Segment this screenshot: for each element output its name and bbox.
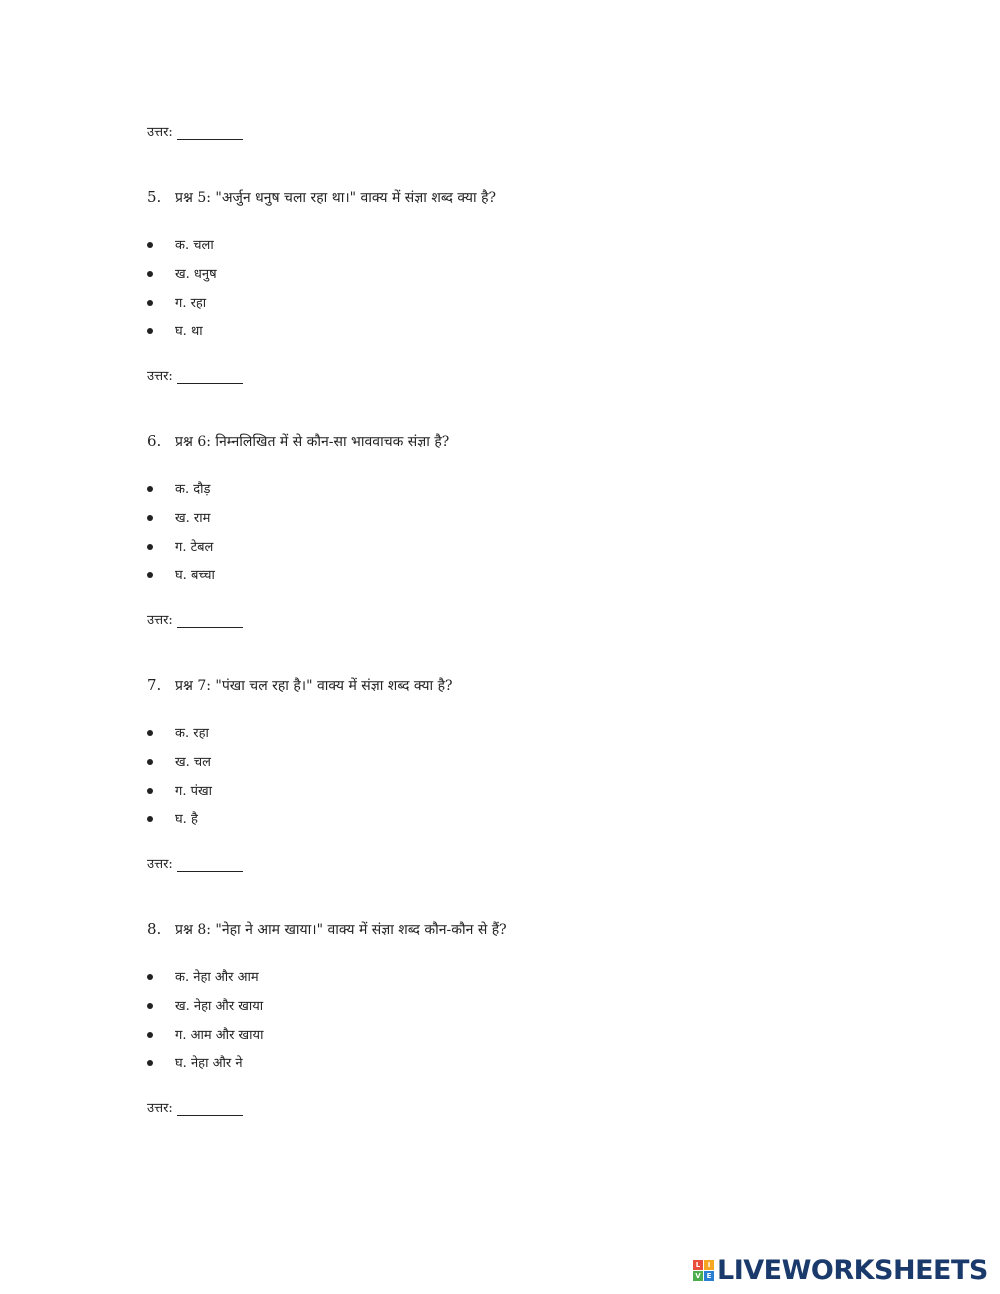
option-label: क. नेहा और आम [175, 970, 259, 985]
logo-icon-tile: I [704, 1260, 714, 1270]
logo-icon-tile: E [704, 1271, 714, 1281]
option-q6-a[interactable] [147, 479, 210, 497]
bullet-icon [147, 572, 153, 578]
answer-blank[interactable] [177, 125, 243, 140]
bullet-icon [147, 300, 153, 306]
option-q8-a[interactable] [147, 967, 259, 985]
question-5 [147, 188, 496, 207]
option-label: ग. रहा [175, 296, 207, 311]
liveworksheets-logo [693, 1254, 988, 1286]
answer-blank[interactable] [177, 857, 243, 872]
answer-label: उत्तर: [147, 1101, 173, 1116]
answer-line-q7 [147, 854, 243, 872]
logo-icon-tile: L [693, 1260, 703, 1270]
option-label: घ. था [175, 324, 203, 339]
bullet-icon [147, 242, 153, 248]
option-label: क. रहा [175, 726, 209, 741]
option-q6-b[interactable] [147, 508, 210, 526]
option-label: ख. नेहा और खाया [175, 999, 264, 1014]
question-8 [147, 920, 507, 939]
option-q7-b[interactable] [147, 752, 211, 770]
answer-blank[interactable] [177, 613, 243, 628]
option-label: घ. बच्चा [175, 568, 215, 583]
question-text: प्रश्न 5: "अर्जुन धनुष चला रहा था।" वाक्य में संज्ञा शब्द क्या है? [175, 190, 497, 206]
option-label: क. चला [175, 238, 214, 253]
question-number: 5. [147, 188, 162, 206]
question-number: 7. [147, 676, 162, 694]
bullet-icon [147, 486, 153, 492]
option-q5-d[interactable] [147, 321, 203, 339]
option-q8-b[interactable] [147, 996, 263, 1014]
question-text: प्रश्न 8: "नेहा ने आम खाया।" वाक्य में संज्ञा शब्द कौन-कौन से हैं? [175, 922, 507, 938]
option-q5-b[interactable] [147, 264, 217, 282]
question-6 [147, 432, 449, 451]
bullet-icon [147, 974, 153, 980]
option-label: घ. है [175, 812, 198, 827]
bullet-icon [147, 544, 153, 550]
option-label: ग. टेबल [175, 540, 214, 555]
answer-line-q8 [147, 1098, 243, 1116]
answer-line-q4 [147, 122, 243, 140]
option-q6-c[interactable] [147, 537, 213, 555]
option-q8-d[interactable] [147, 1053, 243, 1071]
option-label: ख. धनुष [175, 267, 217, 282]
answer-label: उत्तर: [147, 369, 173, 384]
option-label: घ. नेहा और ने [175, 1056, 243, 1071]
answer-label: उत्तर: [147, 857, 173, 872]
option-q7-c[interactable] [147, 781, 212, 799]
bullet-icon [147, 1032, 153, 1038]
answer-line-q6 [147, 610, 243, 628]
answer-label: उत्तर: [147, 125, 173, 140]
question-number: 6. [147, 432, 162, 450]
answer-label: उत्तर: [147, 613, 173, 628]
answer-blank[interactable] [177, 1101, 243, 1116]
option-q7-a[interactable] [147, 723, 209, 741]
option-label: ख. चल [175, 755, 211, 770]
bullet-icon [147, 328, 153, 334]
bullet-icon [147, 1003, 153, 1009]
question-text: प्रश्न 6: निम्नलिखित में से कौन-सा भाववाचक संज्ञा है? [175, 434, 450, 450]
bullet-icon [147, 759, 153, 765]
question-text: प्रश्न 7: "पंखा चल रहा है।" वाक्य में संज्ञा शब्द क्या है? [175, 678, 453, 694]
option-label: ख. राम [175, 511, 211, 526]
bullet-icon [147, 271, 153, 277]
option-label: क. दौड़ [175, 482, 211, 497]
option-q7-d[interactable] [147, 809, 198, 827]
option-label: ग. पंखा [175, 784, 212, 799]
bullet-icon [147, 515, 153, 521]
question-number: 8. [147, 920, 162, 938]
logo-icon [693, 1260, 714, 1281]
bullet-icon [147, 730, 153, 736]
option-q8-c[interactable] [147, 1025, 263, 1043]
bullet-icon [147, 1060, 153, 1066]
option-q6-d[interactable] [147, 565, 215, 583]
option-label: ग. आम और खाया [175, 1028, 264, 1043]
answer-blank[interactable] [177, 369, 243, 384]
logo-icon-tile: V [693, 1271, 703, 1281]
logo-text: LIVEWORKSHEETS [717, 1254, 988, 1286]
bullet-icon [147, 788, 153, 794]
option-q5-c[interactable] [147, 293, 206, 311]
question-7 [147, 676, 453, 695]
option-q5-a[interactable] [147, 235, 214, 253]
answer-line-q5 [147, 366, 243, 384]
bullet-icon [147, 816, 153, 822]
